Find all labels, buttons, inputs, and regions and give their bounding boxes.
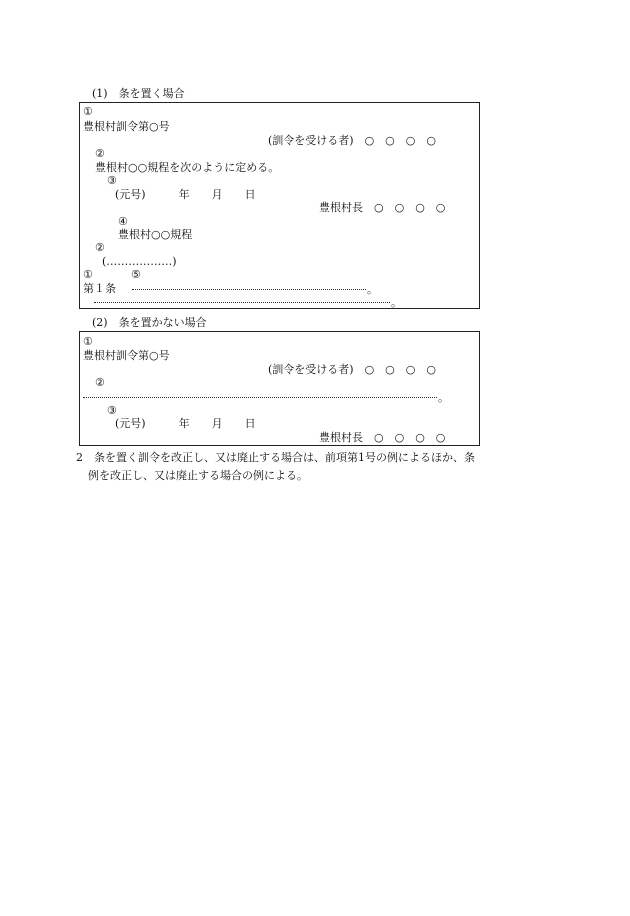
circled-number-4: ④ — [118, 215, 128, 228]
section1-example-box — [79, 102, 480, 309]
enactment-sentence: 豊根村○○規程を次のように定める。 — [95, 161, 280, 174]
circled-number-1: ① — [83, 105, 93, 118]
circled-number-2b: ② — [95, 241, 105, 254]
circled-number-1: ① — [83, 335, 93, 348]
circled-number-5: ⑤ — [131, 268, 141, 281]
table-of-contents: (………………) — [102, 255, 177, 268]
note-line-2: 例を改正し、又は廃止する場合の例による。 — [88, 469, 308, 482]
circled-number-1b: ① — [83, 268, 93, 281]
article-period: 。 — [367, 283, 378, 296]
rule-title: 豊根村○○規程 — [118, 228, 193, 241]
section1-heading: (1) 条を置く場合 — [92, 87, 185, 100]
mayor-line: 豊根村長 ○ ○ ○ ○ — [319, 201, 446, 214]
circled-number-2: ② — [95, 147, 105, 160]
ordinance-number: 豊根村訓令第○号 — [83, 120, 170, 133]
body-period: 。 — [438, 391, 449, 404]
section2-example-box — [79, 331, 480, 446]
note-line-1: 2 条を置く訓令を改正し、又は廃止する場合は、前項第1号の例によるほか、条 — [76, 451, 475, 464]
continuation-dotted-line — [94, 302, 390, 303]
issuer-line: (訓令を受ける者) ○ ○ ○ ○ — [268, 363, 436, 376]
circled-number-2: ② — [95, 376, 105, 389]
article-dotted-line — [132, 289, 366, 290]
section2-heading: (2) 条を置かない場合 — [92, 316, 207, 329]
date-line: (元号) 年 月 日 — [115, 188, 256, 201]
article-label: 第１条 — [83, 282, 116, 295]
issuer-line: (訓令を受ける者) ○ ○ ○ ○ — [268, 134, 436, 147]
date-line: (元号) 年 月 日 — [115, 417, 256, 430]
continuation-period: 。 — [391, 296, 402, 309]
circled-number-3: ③ — [107, 404, 117, 417]
circled-number-3: ③ — [107, 174, 117, 187]
body-dotted-line — [83, 397, 437, 398]
mayor-line: 豊根村長 ○ ○ ○ ○ — [319, 431, 446, 444]
ordinance-number: 豊根村訓令第○号 — [83, 349, 170, 362]
